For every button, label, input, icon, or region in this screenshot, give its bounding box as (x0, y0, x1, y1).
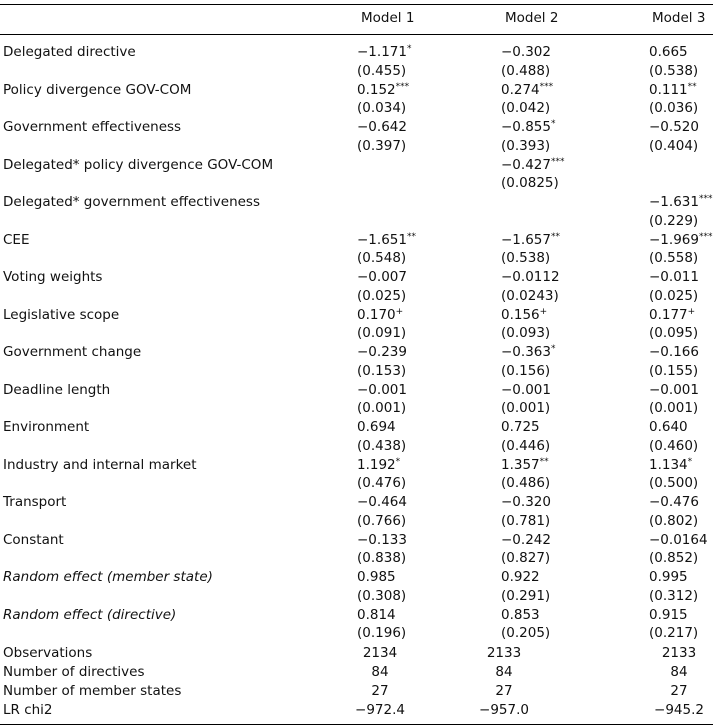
coefficient-cell (357, 44, 411, 60)
coefficient-cell (501, 82, 553, 98)
row-label: Industry and internal market (3, 456, 197, 473)
coefficient-value: −1.651 (357, 231, 407, 248)
coefficient-value: −0.464 (357, 494, 407, 510)
coefficient-value: −0.476 (649, 494, 699, 510)
summary-value: −945.2 (654, 702, 704, 718)
summary-row (0, 683, 713, 702)
table-row (0, 625, 713, 644)
significance-stars: * (406, 44, 412, 54)
coefficient-value: −0.166 (649, 344, 699, 360)
standard-error-cell: (0.153) (357, 362, 407, 379)
coefficient-cell (357, 607, 396, 623)
coefficient-value: −0.007 (357, 269, 407, 285)
table-row (0, 269, 713, 288)
significance-stars: *** (698, 194, 713, 204)
coefficient-value: −0.520 (649, 119, 699, 135)
table-row (0, 344, 713, 363)
coefficient-value: 0.274 (501, 81, 540, 98)
coefficient-value: −0.001 (357, 381, 407, 398)
coefficient-value: −0.320 (501, 494, 551, 510)
coefficient-value: −1.171 (357, 44, 407, 60)
coefficient-cell (501, 307, 547, 323)
standard-error-cell: (0.538) (649, 62, 699, 79)
coefficient-cell (649, 307, 695, 323)
summary-value: 27 (371, 683, 389, 699)
standard-error-cell: (0.500) (649, 475, 699, 491)
coefficient-cell (501, 419, 540, 435)
coefficient-cell (649, 607, 688, 623)
table-row (0, 363, 713, 382)
summary-value: 84 (495, 664, 513, 680)
standard-error-cell: (0.486) (501, 475, 551, 491)
coefficient-cell (357, 307, 403, 323)
coefficient-cell (501, 457, 549, 473)
coefficient-value: −0.427 (501, 156, 551, 173)
significance-stars: ** (539, 456, 549, 467)
row-label: Random effect (member state) (3, 569, 213, 585)
table-row (0, 588, 713, 607)
header-rule (0, 34, 713, 35)
standard-error-cell: (0.155) (649, 362, 699, 379)
row-label: Environment (3, 419, 90, 435)
coefficient-value: −0.001 (649, 381, 699, 398)
standard-error-cell: (0.025) (649, 287, 699, 304)
table-row (0, 250, 713, 269)
standard-error-cell: (0.001) (649, 400, 699, 416)
coefficient-cell (357, 569, 396, 585)
table-row (0, 307, 713, 326)
table-row (0, 494, 713, 513)
coefficient-cell (649, 382, 699, 398)
table-row (0, 550, 713, 569)
coefficient-cell (357, 232, 416, 248)
coefficient-cell (649, 344, 699, 360)
coefficient-value: 0.111 (649, 81, 688, 98)
significance-stars: ** (406, 231, 416, 242)
coefficient-value: 1.357 (501, 456, 540, 473)
coefficient-cell (501, 569, 540, 585)
coefficient-cell (501, 494, 551, 510)
standard-error-cell: (0.229) (649, 212, 699, 229)
summary-value: 27 (670, 683, 688, 699)
coefficient-value: 0.995 (649, 569, 688, 585)
standard-error-cell: (0.397) (357, 137, 407, 154)
table-row (0, 382, 713, 401)
coefficient-cell (357, 382, 407, 398)
coefficient-value: 1.192 (357, 456, 396, 473)
summary-value: −957.0 (479, 702, 529, 718)
summary-value: 2134 (362, 645, 398, 661)
row-label: Constant (3, 531, 64, 548)
summary-row (0, 702, 713, 721)
coefficient-value: −0.239 (357, 344, 407, 360)
coefficient-value: −0.363 (501, 344, 551, 360)
table-row (0, 475, 713, 494)
coefficient-cell (501, 344, 555, 360)
standard-error-cell: (0.291) (501, 587, 551, 604)
coefficient-value: 0.853 (501, 606, 540, 623)
summary-value: 84 (670, 664, 688, 680)
coefficient-value: 0.985 (357, 569, 396, 585)
coefficient-value: 0.177 (649, 306, 688, 323)
table-row (0, 213, 713, 232)
standard-error-cell: (0.001) (501, 400, 551, 416)
coefficient-value: −1.969 (649, 231, 699, 248)
standard-error-cell: (0.802) (649, 512, 699, 529)
standard-error-cell: (0.460) (649, 437, 699, 454)
coefficient-cell (501, 382, 551, 398)
coefficient-value: 0.694 (357, 419, 396, 435)
coefficient-value: −0.001 (501, 381, 551, 398)
standard-error-cell: (0.036) (649, 100, 699, 116)
coefficient-value: −0.302 (501, 44, 551, 60)
row-label: Deadline length (3, 381, 111, 398)
standard-error-cell: (0.217) (649, 625, 699, 641)
significance-stars: *** (698, 231, 713, 242)
summary-value: −972.4 (355, 702, 405, 718)
coefficient-value: 0.814 (357, 606, 396, 623)
significance-stars: * (395, 456, 401, 467)
coefficient-cell (501, 607, 540, 623)
coefficient-cell (501, 232, 560, 248)
coefficient-value: 0.156 (501, 306, 540, 323)
coefficient-cell (649, 457, 692, 473)
standard-error-cell: (0.308) (357, 587, 407, 604)
top-rule (0, 4, 713, 5)
table-row (0, 513, 713, 532)
coefficient-value: 0.922 (501, 569, 540, 585)
coefficient-cell (649, 532, 708, 548)
coefficient-value: 0.915 (649, 606, 688, 623)
table-row (0, 82, 713, 101)
coefficient-cell (649, 494, 699, 510)
standard-error-cell: (0.852) (649, 550, 699, 566)
significance-stars: *** (539, 81, 554, 92)
coefficient-value: 1.134 (649, 456, 688, 473)
standard-error-cell: (0.042) (501, 100, 551, 116)
row-label: Delegated* government effectiveness (3, 194, 261, 210)
standard-error-cell: (0.156) (501, 362, 551, 379)
standard-error-cell: (0.312) (649, 587, 699, 604)
coefficient-value: −0.242 (501, 531, 551, 548)
standard-error-cell: (0.488) (501, 62, 551, 79)
coefficient-cell (649, 269, 699, 285)
standard-error-cell: (0.781) (501, 512, 551, 529)
standard-error-cell: (0.476) (357, 475, 407, 491)
significance-stars: *** (395, 81, 410, 92)
standard-error-cell: (0.455) (357, 62, 407, 79)
significance-stars: * (550, 119, 556, 129)
column-header-model-3: Model 3 (652, 10, 706, 26)
coefficient-cell (649, 569, 688, 585)
coefficient-cell (357, 494, 407, 510)
coefficient-value: −0.0112 (501, 269, 560, 285)
standard-error-cell: (0.025) (357, 287, 407, 304)
row-label: Delegated* policy divergence GOV-COM (3, 156, 274, 173)
row-label: Observations (3, 645, 93, 661)
table-row (0, 457, 713, 476)
standard-error-cell: (0.196) (357, 625, 407, 641)
standard-error-cell: (0.034) (357, 100, 407, 116)
column-header-model-2: Model 2 (505, 10, 559, 26)
standard-error-cell: (0.538) (501, 250, 551, 266)
standard-error-cell: (0.827) (501, 550, 551, 566)
coefficient-value: −0.0164 (649, 531, 708, 548)
table-row (0, 100, 713, 119)
coefficient-cell (649, 419, 688, 435)
row-label: Government effectiveness (3, 119, 182, 135)
coefficient-cell (501, 269, 560, 285)
table-row (0, 438, 713, 457)
column-header-model-1: Model 1 (361, 10, 415, 26)
coefficient-value: 0.170 (357, 306, 396, 323)
coefficient-value: −1.631 (649, 194, 699, 210)
summary-row (0, 664, 713, 683)
significance-stars: ** (687, 81, 697, 92)
coefficient-cell (501, 119, 555, 135)
coefficient-value: −0.133 (357, 531, 407, 548)
coefficient-value: −1.657 (501, 231, 551, 248)
coefficient-cell (357, 419, 396, 435)
standard-error-cell: (0.091) (357, 325, 407, 341)
coefficient-value: 0.665 (649, 44, 688, 60)
table-row (0, 325, 713, 344)
significance-stars: + (395, 306, 404, 317)
row-label: Policy divergence GOV-COM (3, 81, 192, 98)
coefficient-value: 0.152 (357, 81, 396, 98)
table-row (0, 138, 713, 157)
coefficient-cell (357, 532, 407, 548)
table-row (0, 194, 713, 213)
coefficient-value: −0.011 (649, 269, 699, 285)
standard-error-cell: (0.404) (649, 137, 699, 154)
coefficient-cell (357, 269, 407, 285)
table-row (0, 63, 713, 82)
standard-error-cell: (0.205) (501, 625, 551, 641)
row-label: Government change (3, 344, 142, 360)
summary-row (0, 645, 713, 664)
coefficient-cell (649, 44, 688, 60)
table-row (0, 119, 713, 138)
summary-value: 27 (495, 683, 513, 699)
table-row (0, 607, 713, 626)
table-row (0, 175, 713, 194)
coefficient-value: −0.855 (501, 119, 551, 135)
row-label: Legislative scope (3, 306, 120, 323)
coefficient-cell (649, 82, 697, 98)
coefficient-cell (501, 157, 564, 173)
standard-error-cell: (0.446) (501, 437, 551, 454)
coefficient-cell (649, 119, 699, 135)
significance-stars: *** (550, 156, 565, 167)
coefficient-cell (357, 82, 409, 98)
row-label: Transport (3, 494, 67, 510)
bottom-rule (0, 724, 713, 725)
coefficient-cell (501, 532, 551, 548)
row-label: LR chi2 (3, 702, 53, 718)
table-row (0, 569, 713, 588)
standard-error-cell: (0.0825) (501, 175, 559, 191)
row-label: Number of member states (3, 683, 182, 699)
significance-stars: ** (550, 231, 560, 242)
coefficient-value: 0.640 (649, 419, 688, 435)
significance-stars: * (687, 456, 693, 467)
coefficient-value: 0.725 (501, 419, 540, 435)
standard-error-cell: (0.438) (357, 437, 407, 454)
standard-error-cell: (0.0243) (501, 287, 559, 304)
table-row (0, 44, 713, 63)
coefficient-cell (649, 194, 712, 210)
row-label: Random effect (directive) (3, 606, 177, 623)
coefficient-cell (501, 44, 551, 60)
coefficient-cell (357, 119, 407, 135)
row-label: Voting weights (3, 269, 103, 285)
standard-error-cell: (0.393) (501, 137, 551, 154)
row-label: Number of directives (3, 664, 145, 680)
summary-value: 2133 (486, 645, 522, 661)
significance-stars: * (550, 344, 556, 354)
summary-value: 84 (371, 664, 389, 680)
coefficient-cell (649, 232, 712, 248)
significance-stars: + (539, 306, 548, 317)
standard-error-cell: (0.838) (357, 550, 407, 566)
table-row (0, 157, 713, 176)
row-label: CEE (3, 231, 30, 248)
table-row (0, 400, 713, 419)
table-row (0, 532, 713, 551)
coefficient-cell (357, 457, 400, 473)
coefficient-value: −0.642 (357, 119, 407, 135)
row-label: Delegated directive (3, 44, 136, 60)
significance-stars: + (687, 306, 696, 317)
summary-value: 2133 (661, 645, 697, 661)
standard-error-cell: (0.093) (501, 325, 551, 341)
coefficient-cell (357, 344, 407, 360)
standard-error-cell: (0.766) (357, 512, 407, 529)
table-row (0, 232, 713, 251)
table-row (0, 419, 713, 438)
standard-error-cell: (0.095) (649, 325, 699, 341)
standard-error-cell: (0.558) (649, 250, 699, 266)
standard-error-cell: (0.548) (357, 250, 407, 266)
table-row (0, 288, 713, 307)
standard-error-cell: (0.001) (357, 400, 407, 416)
